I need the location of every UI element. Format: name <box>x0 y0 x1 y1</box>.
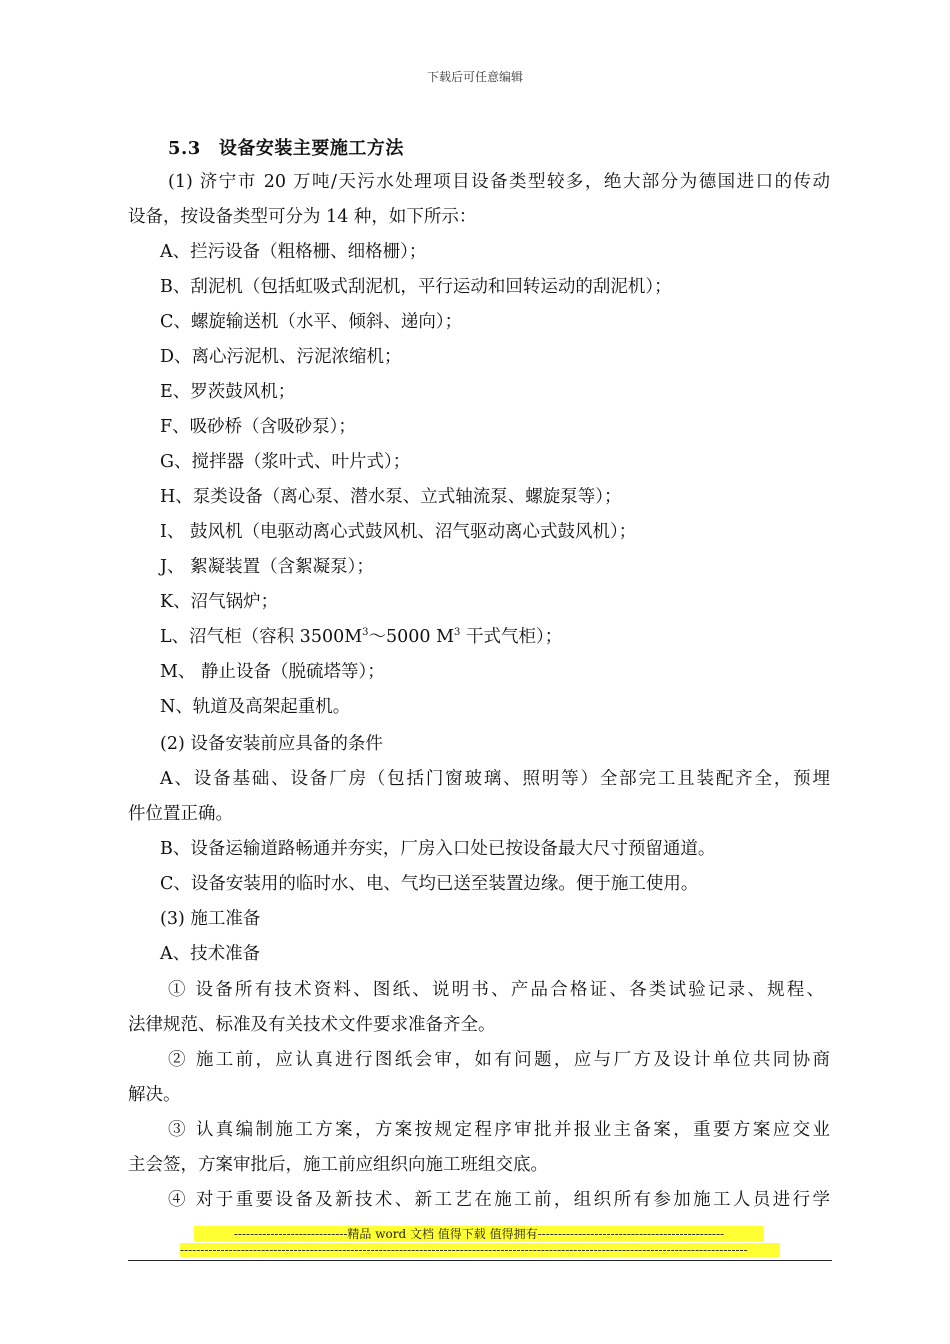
list-item: N、轨道及高架起重机。 <box>160 697 351 717</box>
paragraph-line: 件位置正确。 <box>128 804 233 824</box>
list-item: L、沼气柜（容积 $3500M^3\sim 5000$ $M^3$ 干式气柜）； <box>160 627 563 647</box>
paragraph-line: A、设备基础、设备厂房（包括门窗玻璃、照明等）全部完工且装配齐全，预埋 <box>160 769 830 789</box>
footer-rule <box>128 1260 832 1261</box>
list-item: K、沼气锅炉； <box>160 592 279 612</box>
section-title: 设备安装主要施工方法 <box>218 138 404 159</box>
paragraph-line: 主会签，方案审批后，施工前应组织向施工班组交底。 <box>128 1155 548 1175</box>
paragraph-line: B、设备运输道路畅通并夯实，厂房入口处已按设备最大尺寸预留通道。 <box>160 839 716 859</box>
list-item: E、罗茨鼓风机； <box>160 382 296 402</box>
paragraph-line: (3) 施工准备 <box>160 909 261 929</box>
paragraph-line: 解决。 <box>128 1085 181 1105</box>
paragraph-line: ② 施工前，应认真进行图纸会审，如有问题，应与厂方及设计单位共同协商 <box>168 1050 830 1070</box>
list-item: M、 静止设备（脱硫塔等）； <box>160 662 385 682</box>
paragraph-line: 法律规范、标准及有关技术文件要求准备齐全。 <box>128 1015 496 1035</box>
section-heading <box>168 134 404 160</box>
list-item: I、 鼓风机（电驱动离心式鼓风机、沼气驱动离心式鼓风机）； <box>160 522 637 542</box>
list-item: B、刮泥机（包括虹吸式刮泥机，平行运动和回转运动的刮泥机）； <box>160 277 672 297</box>
paragraph-line: ③ 认真编制施工方案，方案按规定程序审批并报业主备案，重要方案应交业 <box>168 1120 830 1140</box>
list-item: C、螺旋输送机（水平、倾斜、递向）； <box>160 312 463 332</box>
paragraph-line: 设备，按设备类型可分为 14 种，如下所示： <box>128 207 477 227</box>
list-item: G、搅拌器（浆叶式、叶片式）； <box>160 452 411 472</box>
paragraph-line: (2) 设备安装前应具备的条件 <box>160 734 383 754</box>
paragraph-line: (1) 济宁市 20 万吨/天污水处理项目设备类型较多，绝大部分为德国进口的传动 <box>168 172 830 192</box>
footer-banner: ----------------------------精品 word 文档 值得下载 值得拥有---------------------------------------------- <box>194 1226 764 1242</box>
paragraph-line: A、技术准备 <box>160 944 261 964</box>
list-item: H、泵类设备（离心泵、潜水泵、立式轴流泵、螺旋泵等）； <box>160 487 622 507</box>
paragraph-line: ① 设备所有技术资料、图纸、说明书、产品合格证、各类试验记录、规程、 <box>168 980 824 1000</box>
list-item: J、 絮凝装置（含絮凝泵）； <box>160 557 374 577</box>
list-item: A、拦污设备（粗格栅、细格栅）； <box>160 242 427 262</box>
list-item: D、离心污泥机、污泥浓缩机； <box>160 347 402 367</box>
paragraph-line: C、设备安装用的临时水、电、气均已送至装置边缘。便于施工使用。 <box>160 874 699 894</box>
footer-dashes: -------------------------------------------------------------------------------------------------------------------------------------------- <box>180 1243 780 1257</box>
page-header: 下载后可任意编辑 <box>426 70 523 84</box>
paragraph-line: ④ 对于重要设备及新技术、新工艺在施工前，组织所有参加施工人员进行学 <box>168 1190 830 1210</box>
section-number: 5.3 <box>168 138 201 159</box>
list-item: F、吸砂桥（含吸砂泵）； <box>160 417 356 437</box>
